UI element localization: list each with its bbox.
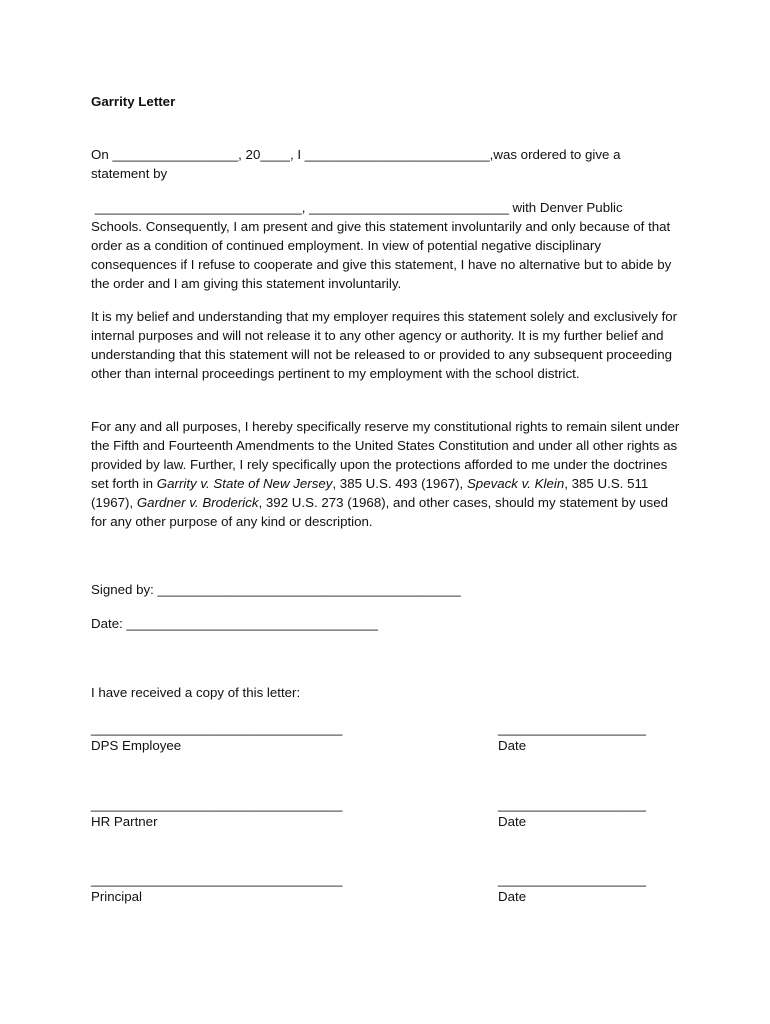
rights-text-3: , 385 U.S. 511 (1967), (91, 476, 649, 510)
date-label: Date: (91, 616, 123, 631)
principal-date-blank[interactable]: ____________________ (498, 872, 646, 887)
rights-text-4: , 392 U.S. 273 (1968), and other cases, should my statement by used for any other purpose of any kind or description. (91, 495, 668, 529)
dps-employee-signature-blank[interactable]: __________________________________ (91, 721, 343, 736)
hr-partner-date-blank[interactable]: ____________________ (498, 797, 646, 812)
hr-partner-signature-blank[interactable]: __________________________________ (91, 797, 343, 812)
received-text: I have received a copy of this letter: (91, 685, 301, 700)
intro-line-1 (91, 145, 620, 164)
on-text: On (91, 147, 109, 162)
rights-text-2: , 385 U.S. 493 (1967), (332, 476, 467, 491)
rights-text-1: For any and all purposes, I hereby specifically reserve my constitutional rights to remain silent under the Fifth and Fourteenth Amendments to the United States Constitution and under all other rights as provided by law. Further, I rely specifically upon the protections afforded to me under the doctrines set forth in (91, 419, 680, 491)
signed-by-blank[interactable]: _________________________________________ (157, 582, 461, 597)
principal-date-label: Date (498, 889, 527, 904)
with-dps-text: with Denver Public (508, 200, 623, 215)
paragraph-2-text: It is my belief and understanding that my employer requires this statement solely and exclusively for internal purposes and will not release it to any other agency or authority. It is my further belief and understanding that this statement will not be released to or provided to any subsequent proceeding other than internal proceedings pertinent to my employment with the school district. (91, 309, 678, 381)
principal-signature-blank[interactable]: __________________________________ (91, 872, 343, 887)
dps-employee-date-label: Date (498, 738, 527, 753)
paragraph-3-text (91, 417, 681, 531)
paragraph-1-text: Schools. Consequently, I am present and give this statement involuntarily and only because of that order as a condition of continued employment. In view of potential negative disciplinary consequences if I refuse to cooperate and give this statement, I have no alternative but to abide by the order and I am giving this statement involuntarily. (91, 219, 672, 291)
hr-partner-label: HR Partner (91, 814, 158, 829)
dps-employee-date-blank[interactable]: ____________________ (498, 721, 646, 736)
comma-text: , (301, 200, 306, 215)
date-line (91, 614, 378, 633)
signed-by-label: Signed by: (91, 582, 154, 597)
paragraph-involuntary (91, 217, 681, 293)
statement-by-text: statement by (91, 166, 168, 181)
year-blank[interactable]: ____ (260, 147, 290, 162)
intro-line-3 (91, 198, 623, 217)
ordered-text: ,was ordered to give a (489, 147, 621, 162)
person-blank[interactable]: ____________________________ (91, 200, 302, 215)
date-signature-blank[interactable]: __________________________________ (126, 616, 378, 631)
case-garrity: Garrity v. State of New Jersey (156, 476, 333, 491)
title-blank[interactable]: ___________________________ (309, 200, 509, 215)
date-blank[interactable]: _________________ (112, 147, 239, 162)
name-blank[interactable]: _________________________ (304, 147, 490, 162)
year-prefix: , 20 (238, 147, 261, 162)
paragraph-rights (91, 417, 681, 531)
page-title: Garrity Letter (91, 94, 176, 109)
principal-label: Principal (91, 889, 142, 904)
hr-partner-date-label: Date (498, 814, 527, 829)
signed-by-line (91, 580, 461, 599)
case-spevack: Spevack v. Klein (466, 476, 565, 491)
paragraph-belief (91, 307, 681, 383)
i-text: , I (289, 147, 302, 162)
dps-employee-label: DPS Employee (91, 738, 182, 753)
case-gardner: Gardner v. Broderick (136, 495, 259, 510)
